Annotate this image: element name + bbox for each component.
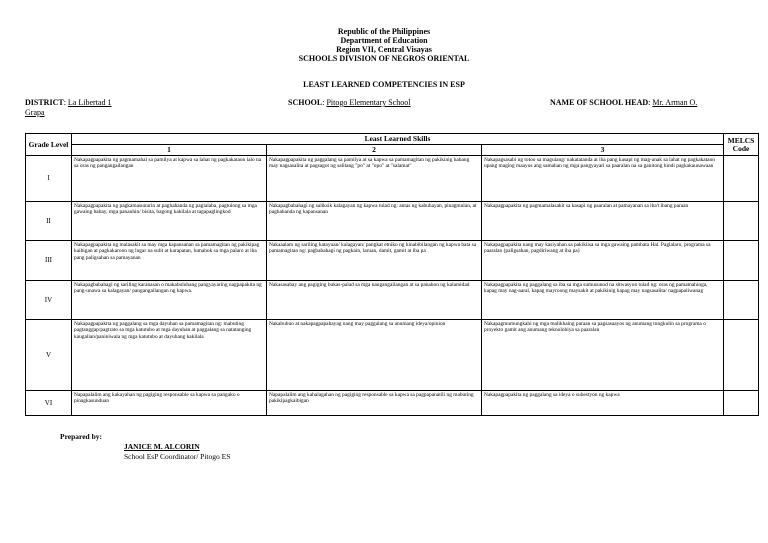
- school-field: SCHOOL: Pitogo Elementary School: [288, 98, 411, 107]
- skill-cell: Nakapagpapakita ng pagkamasunurin at paghahanda ng paglalaba, pagtulong sa mga gawaing bahay, mga panauhin/ bisita, bagong kakilala at tagapaglingkod: [72, 202, 267, 241]
- skill-cell: Nakapagpapakita ng paggalang sa pamilya at sa kapwa sa pamamagitan ng pakikinig habang may nagsasalita at pagsagot ng salitang "po" at "opo" at "salamat": [267, 156, 482, 202]
- table-row: [26, 391, 759, 416]
- skill-cell: Nakapagpapakita nang may kasiyahan sa pakikiisa sa mga gawaing pambata Hal. Paglalaro, programa sa paaralan (paligsahan, pagdiriwang at iba pa): [482, 241, 724, 281]
- melcs-code-cell: [724, 241, 759, 281]
- grade-cell: III: [26, 241, 72, 281]
- skill-cell: Nakapagpapakita ng paggalang sa ideya o suhestyon ng kapwa: [482, 391, 724, 416]
- skill-cell: Napapalalim ang kakayahan ng pagiging responsable sa kapwa sa pangako o pinagkasunduan: [72, 391, 267, 416]
- melcs-code-cell: [724, 320, 759, 391]
- skill-cell: Nakapagpapakita ng pagmamahal sa pamilya at kapwa sa lahat ng pagkakataon lalo na sa oras ng pangangailangan: [72, 156, 267, 202]
- prepared-by-label: Prepared by:: [60, 432, 103, 441]
- skill-cell: Nakapagpapakita ng pagmamalasakit sa kasapi ng paaralan at pamayanan sa iba't ibang paraan: [482, 202, 724, 241]
- table-row: [26, 156, 759, 202]
- district-field: DISTRICT: La Libertad 1: [25, 98, 112, 107]
- skill-cell: Napapalalim ang kahalagahan ng pagiging responsable sa kapwa sa pagpapanatili ng mabuting pakikipagkaibigan: [267, 391, 482, 416]
- skill-col-1-header: 1: [72, 145, 267, 156]
- header-line-division: SCHOOLS DIVISION OF NEGROS ORIENTAL: [298, 54, 470, 63]
- table-row: [26, 320, 759, 391]
- header-line-deped: Department of Education: [340, 36, 428, 45]
- skill-cell: Nakabubuo at nakapagpapahayag nang may paggalang sa anumang ideya/opinion: [267, 320, 482, 391]
- grade-level-header: Grade Level: [26, 134, 72, 156]
- skill-cell: Nakapagpapakita ng paggalang sa iba sa mga sumusunod na sitwasyon tulad ng: oras ng pamamahinga, kapag may nag-aaral, kapag mayroong maysakit at pakikinig kapag may nagsasalita/ nagpapaliwanag: [482, 281, 724, 320]
- school-value: Pitogo Elementary School: [326, 98, 411, 107]
- district-label: DISTRICT: [25, 98, 64, 107]
- school-head-value-cont: Grapa: [25, 108, 45, 117]
- skill-cell: Nakapagpapakita ng malasakit sa may mga kapansanan sa pamamagitan ng pakikipag kaibigan at pagkakaroon ng lugar na sulit at karapatan, lumahok sa mga palaro at iba pang paligsahan sa pamayanan: [72, 241, 267, 281]
- melcs-code-header: MELCS Code: [724, 134, 759, 156]
- district-value: La Libertad 1: [67, 98, 112, 107]
- grade-cell: IV: [26, 281, 72, 320]
- preparer-name: JANICE M. ALCORIN: [124, 442, 200, 451]
- skill-col-2-header: 2: [267, 145, 482, 156]
- school-label: SCHOOL: [288, 98, 323, 107]
- grade-cell: V: [26, 320, 72, 391]
- skill-cell: Nakapagsasabi ng totoo sa magulang/ nakatatanda at iba pang kasapi ng mag-anak sa lahat ng pagkakataon upang maging maayos ang samahan ng mga pangyayari sa paaralan na sa ganitong hindi pagkakaunawaan: [482, 156, 724, 202]
- document-title: LEAST LEARNED COMPETENCIES IN ESP: [303, 80, 465, 89]
- melcs-code-cell: [724, 281, 759, 320]
- least-learned-skills-header: Least Learned Skills: [72, 134, 724, 145]
- skill-cell: Nakapagbabahagi ng saliksik kalagayan ng kapwa tulad ng: antas ng kabuhayan, pinagmulan, at paghahanda ng kapansanan: [267, 202, 482, 241]
- grade-cell: I: [26, 156, 72, 202]
- table-row: [26, 241, 759, 281]
- skill-cell: Nakapagpapakita ng paggalang sa mga dayuhan sa pamamagitan ng: mabuting pagtanggap/pagtrato sa mga katutubo at mga dayuhan at paggalang sa natatanging kaugalian/paniniwala ng mga katutubo at dayuhang kakilala: [72, 320, 267, 391]
- skill-cell: Nakapagmumungkahi ng mga malikhaing paraan sa pagsasaayos ng anumang tungkulin sa programa o proyekto gamit ang anumang teknolohiya sa paaralan: [482, 320, 724, 391]
- school-info: [25, 98, 745, 120]
- school-head-value: Mr. Arman O.: [652, 98, 698, 107]
- skill-cell: Nakaaalam ng sariling katayuan/ kalagayan/ pangkat etniko ng kinabibilangan ng kapwa bata sa pamamagitan ng: pagbabahagi ng pagkain, laruan, damit, gamit at iba pa: [267, 241, 482, 281]
- document-header: [0, 27, 768, 63]
- table-row: [26, 281, 759, 320]
- competencies-table: [25, 133, 759, 416]
- melcs-code-cell: [724, 391, 759, 416]
- skill-cell: Nakapagbabahagi ng sariling karanasan o makabuluhang pangyayaring nagpapakita ng pang-unawa sa kalagayan/ pangangailangan ng kapwa.: [72, 281, 267, 320]
- school-head-field: NAME OF SCHOOL HEAD: Mr. Arman O.: [550, 98, 698, 107]
- skill-cell: Nakasasabay ang pagiging bukas-palad sa mga nangangailangan at sa panahon ng kalamidad: [267, 281, 482, 320]
- grade-cell: VI: [26, 391, 72, 416]
- preparer-position: School EsP Coordinator/ Pitogo ES: [124, 452, 231, 461]
- skill-col-3-header: 3: [482, 145, 724, 156]
- header-line-region: Region VII, Central Visayas: [336, 45, 432, 54]
- melcs-code-cell: [724, 202, 759, 241]
- table-row: [26, 202, 759, 241]
- melcs-code-cell: [724, 156, 759, 202]
- grade-cell: II: [26, 202, 72, 241]
- school-head-label: NAME OF SCHOOL HEAD: [550, 98, 649, 107]
- header-line-republic: Republic of the Philippines: [337, 27, 431, 36]
